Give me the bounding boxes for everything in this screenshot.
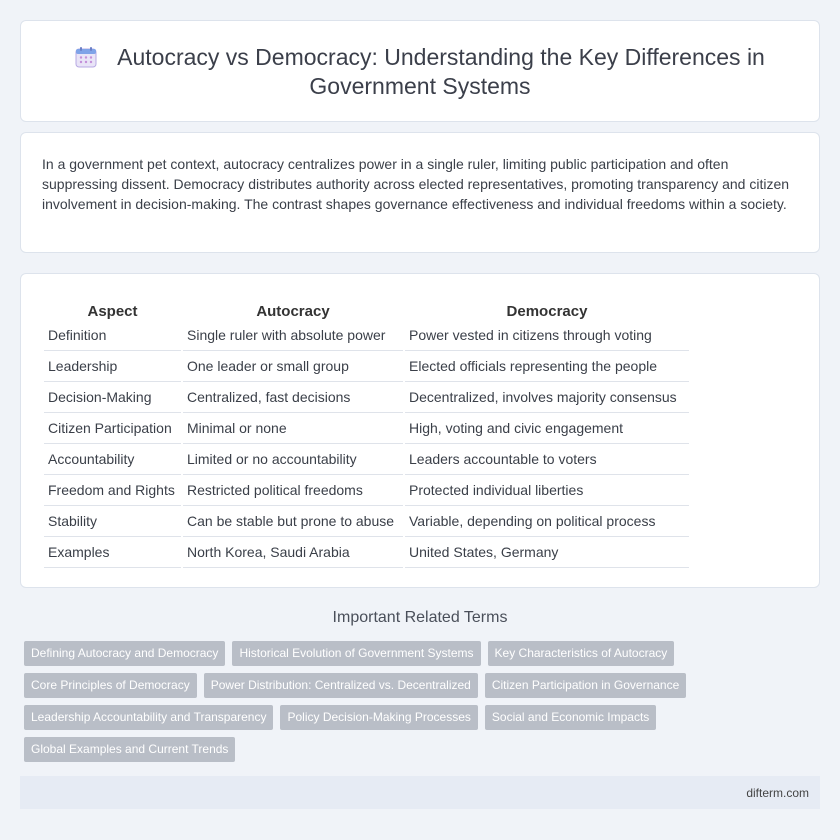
cell-autocracy: North Korea, Saudi Arabia [183, 537, 403, 568]
tag-row [24, 705, 724, 737]
header-aspect: Aspect [87, 303, 138, 320]
cell-autocracy: Single ruler with absolute power [183, 320, 403, 351]
table-row [44, 475, 689, 506]
footer [20, 776, 820, 809]
cell-autocracy: One leader or small group [183, 351, 403, 382]
related-terms-title: Important Related Terms [332, 609, 508, 626]
cell-aspect: Stability [44, 506, 181, 537]
table-row [44, 444, 689, 475]
intro-card [20, 132, 820, 253]
cell-democracy: Power vested in citizens through voting [405, 320, 689, 351]
cell-democracy: Elected officials representing the people [405, 351, 689, 382]
related-term-tag[interactable]: Historical Evolution of Government Systems [232, 641, 480, 666]
cell-democracy: Leaders accountable to voters [405, 444, 689, 475]
tag-row [24, 673, 724, 705]
table-header-row [44, 296, 689, 320]
related-term-tag[interactable]: Global Examples and Current Trends [24, 737, 235, 762]
cell-autocracy: Restricted political freedoms [183, 475, 403, 506]
cell-autocracy: Minimal or none [183, 413, 403, 444]
cell-aspect: Citizen Participation [44, 413, 181, 444]
tag-row [24, 641, 724, 673]
page-title: Autocracy vs Democracy: Understanding the Key Differences in Government Systems [117, 44, 765, 99]
tag-row [24, 737, 724, 769]
cell-autocracy: Can be stable but prone to abuse [183, 506, 403, 537]
related-term-tag[interactable]: Key Characteristics of Autocracy [488, 641, 675, 666]
table-row [44, 351, 689, 382]
cell-democracy: United States, Germany [405, 537, 689, 568]
cell-democracy: High, voting and civic engagement [405, 413, 689, 444]
related-term-tag[interactable]: Power Distribution: Centralized vs. Decentralized [204, 673, 478, 698]
related-terms-tags [24, 641, 724, 769]
cell-democracy: Protected individual liberties [405, 475, 689, 506]
cell-autocracy: Centralized, fast decisions [183, 382, 403, 413]
page-title-wrap [61, 43, 779, 101]
cell-aspect: Freedom and Rights [44, 475, 181, 506]
title-card [20, 20, 820, 122]
comparison-card [20, 273, 820, 588]
header-autocracy: Autocracy [256, 303, 330, 320]
table-row [44, 382, 689, 413]
related-term-tag[interactable]: Defining Autocracy and Democracy [24, 641, 225, 666]
comparison-table [42, 296, 691, 568]
cell-aspect: Accountability [44, 444, 181, 475]
table-row [44, 506, 689, 537]
table-row [44, 413, 689, 444]
related-term-tag[interactable]: Citizen Participation in Governance [485, 673, 686, 698]
cell-democracy: Decentralized, involves majority consensus [405, 382, 689, 413]
cell-aspect: Leadership [44, 351, 181, 382]
table-row [44, 537, 689, 568]
cell-aspect: Examples [44, 537, 181, 568]
cell-aspect: Definition [44, 320, 181, 351]
intro-paragraph: In a government pet context, autocracy centralizes power in a single ruler, limiting public participation and often suppressing dissent. Democracy distributes authority across elected representatives, promoting transparency and citizen involvement in decision-making. The contrast shapes governance effectiveness and individual freedoms within a society. [42, 156, 790, 212]
site-link[interactable]: difterm.com [746, 786, 809, 800]
cell-aspect: Decision-Making [44, 382, 181, 413]
related-term-tag[interactable]: Social and Economic Impacts [485, 705, 656, 730]
table-body [44, 320, 689, 568]
related-term-tag[interactable]: Leadership Accountability and Transparency [24, 705, 273, 730]
cell-democracy: Variable, depending on political process [405, 506, 689, 537]
table-row [44, 320, 689, 351]
header-democracy: Democracy [506, 303, 588, 320]
related-term-tag[interactable]: Policy Decision-Making Processes [280, 705, 477, 730]
related-term-tag[interactable]: Core Principles of Democracy [24, 673, 197, 698]
calendar-icon [75, 46, 97, 68]
cell-autocracy: Limited or no accountability [183, 444, 403, 475]
